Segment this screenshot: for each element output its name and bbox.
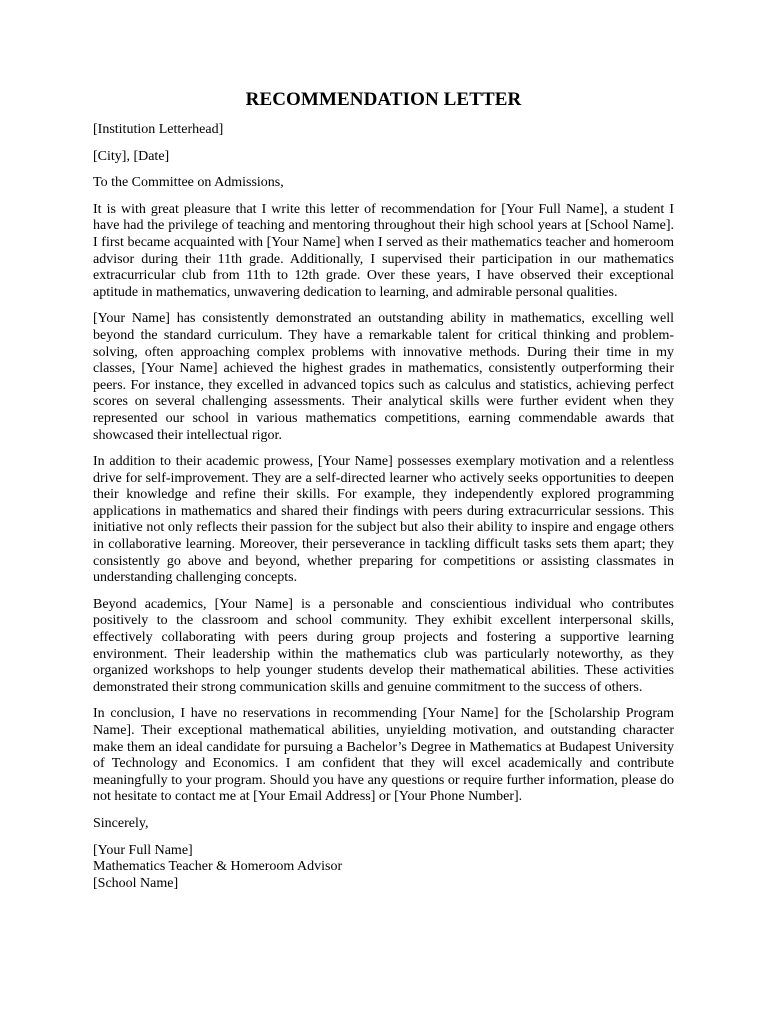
signature-school: [School Name] bbox=[93, 875, 179, 891]
signature-name: [Your Full Name] bbox=[93, 842, 193, 858]
paragraph-character: Beyond academics, [Your Name] is a personable and conscientious individual who contributes positively to the classroom and school community. They exhibit excellent interpersonal skills, effectively collaborating with peers during group projects and fostering a supportive learning environment. Their leadership within the mathematics club was particularly noteworthy, as they organized workshops to help younger students develop their mathematical abilities. These activities demonstrated their strong communication skills and genuine commitment to the success of others. bbox=[93, 596, 674, 695]
salutation: To the Committee on Admissions, bbox=[93, 175, 284, 191]
paragraph-conclusion: In conclusion, I have no reservations in recommending [Your Name] for the [Scholarship Program Name]. Their exceptional mathematical abilities, unyielding motivation, and outstanding character make them an ideal candidate for pursuing a Bachelor’s Degree in Mathematics at Budapest University of Technology and Economics. I am confident that they will excel academically and contribute meaningfully to your program. Should you have any questions or require further information, please do not hesitate to contact me at [Your Email Address] or [Your Phone Number]. bbox=[93, 706, 674, 805]
institution-letterhead: [Institution Letterhead] bbox=[93, 122, 224, 137]
signature-role: Mathematics Teacher & Homeroom Advisor bbox=[93, 859, 343, 875]
letter-title: RECOMMENDATION LETTER bbox=[245, 89, 522, 110]
city-date-line: [City], [Date] bbox=[93, 148, 170, 164]
paragraph-introduction: It is with great pleasure that I write this letter of recommendation for [Your Full Name], a student I have had the privilege of teaching and mentoring throughout their high school years at [School Name]. I first became acquainted with [Your Name] when I served as their mathematics teacher and homeroom advisor during their 11th grade. Additionally, I supervised their participation in our mathematics extracurricular club from 11th to 12th grade. Over these years, I have observed their exceptional aptitude in mathematics, unwavering dedication to learning, and admirable personal qualities. bbox=[93, 201, 674, 300]
paragraph-motivation: In addition to their academic prowess, [Your Name] possesses exemplary motivation and a relentless drive for self-improvement. They are a self-directed learner who actively seeks opportunities to deepen their knowledge and refine their skills. For example, they independently explored programming applications in mathematics and shared their findings with peers during extracurricular sessions. This initiative not only reflects their passion for the subject but also their ability to inspire and engage others in collaborative learning. Moreover, their perseverance in tackling difficult tasks sets them apart; they consistently go above and beyond, whether preparing for competitions or assisting classmates in understanding challenging concepts. bbox=[93, 454, 674, 586]
signature-block bbox=[93, 843, 674, 893]
closing: Sincerely, bbox=[93, 815, 149, 831]
paragraph-mathematics-ability: [Your Name] has consistently demonstrated an outstanding ability in mathematics, excelling well beyond the standard curriculum. They have a remarkable talent for critical thinking and problem-solving, often approaching complex problems with innovative methods. During their time in my classes, [Your Name] achieved the highest grades in mathematics, consistently outperforming their peers. For instance, they excelled in advanced topics such as calculus and statistics, achieving perfect scores on several challenging assessments. Their analytical skills were further evident when they represented our school in various mathematics competitions, earning commendable awards that showcased their intellectual rigor. bbox=[93, 311, 674, 443]
